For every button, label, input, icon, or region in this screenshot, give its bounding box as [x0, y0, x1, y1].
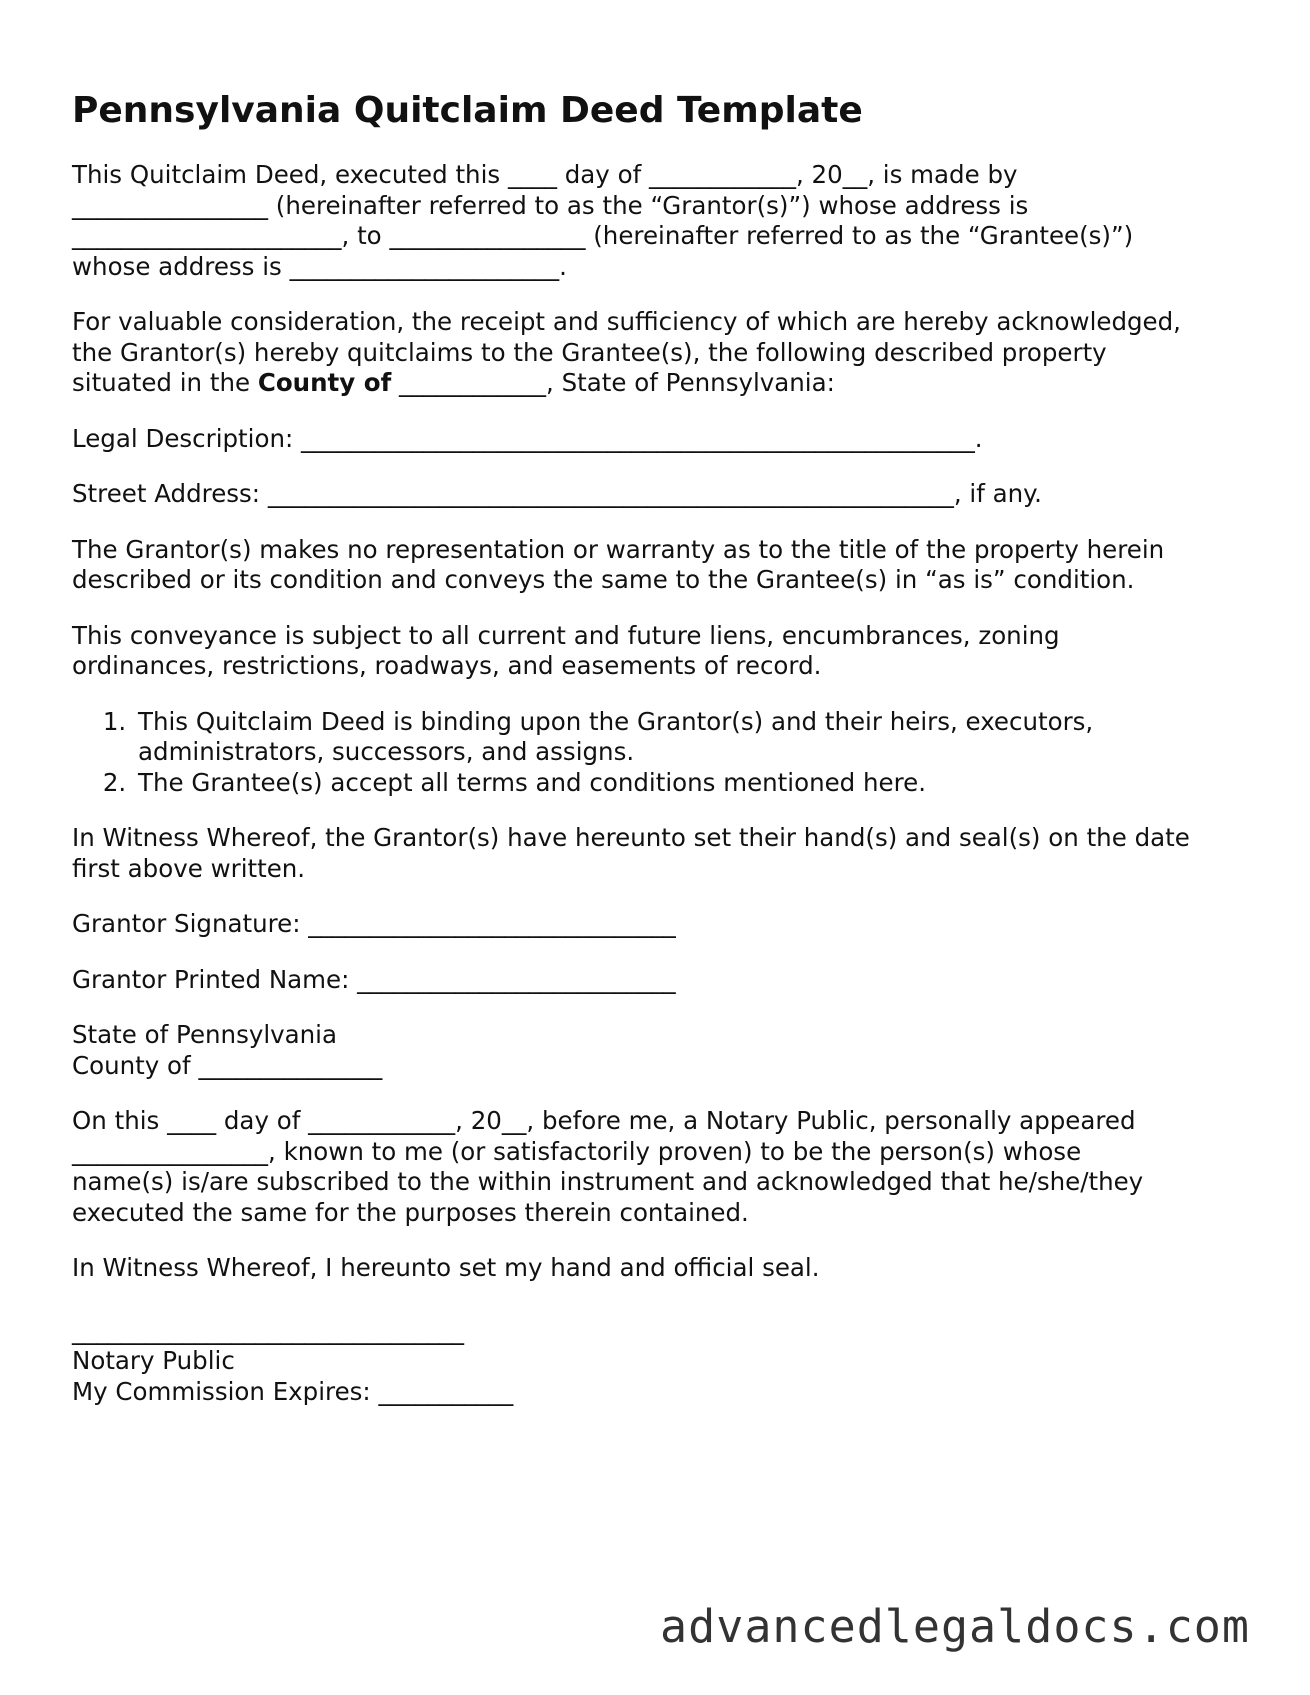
- no-warranty-line: described or its condition and conveys the same to the Grantee(s) in “as is” condition.: [72, 565, 1135, 594]
- witness-line: first above written.: [72, 853, 306, 883]
- notary-ack-line: executed the same for the purposes therein contained.: [72, 1197, 749, 1227]
- list-item-line: 1. This Quitclaim Deed is binding upon the Grantor(s) and their heirs, executors,: [138, 706, 1094, 736]
- state-county-block: [72, 1020, 1242, 1081]
- notary-ack-line: On this ____ day of ____________, 20__, before me, a Notary Public, personally appeared: [72, 1106, 1136, 1135]
- notary-ack-line: name(s) is/are subscribed to the within instrument and acknowledged that he/she/they: [72, 1167, 1144, 1196]
- notary-witness-paragraph: In Witness Whereof, I hereunto set my hand and official seal.: [72, 1253, 820, 1282]
- subject-to-line: This conveyance is subject to all current and future liens, encumbrances, zoning: [72, 620, 1060, 650]
- consideration-line: For valuable consideration, the receipt and sufficiency of which are hereby acknowledged,: [72, 307, 1181, 336]
- subject-to-line: ordinances, restrictions, roadways, and easements of record.: [72, 651, 822, 680]
- list-item-line: administrators, successors, and assigns.: [138, 737, 635, 766]
- intro-line: This Quitclaim Deed, executed this ____ day of ____________, 20__, is made by: [72, 160, 1018, 189]
- legal-description-field: Legal Description: _______________________________________________________.: [72, 423, 983, 453]
- consideration-paragraph: [72, 307, 1242, 399]
- notary-ack-line: ________________, known to me (or satisfactorily proven) to be the person(s) whose: [72, 1136, 1082, 1166]
- county-of-label: County of: [257, 368, 392, 397]
- notary-signature-block: [72, 1316, 1242, 1408]
- witness-line: In Witness Whereof, the Grantor(s) have hereunto set their hand(s) and seal(s) on the date: [72, 823, 1190, 852]
- consideration-text: ____________, State of Pennsylvania:: [391, 368, 835, 397]
- notary-public-label: Notary Public: [72, 1346, 235, 1375]
- intro-line: whose address is ______________________.: [72, 251, 567, 281]
- list-item-line: 2. The Grantee(s) accept all terms and conditions mentioned here.: [138, 767, 927, 797]
- intro-paragraph: [72, 160, 1242, 282]
- document-page: [72, 88, 1242, 1432]
- consideration-line: the Grantor(s) hereby quitclaims to the Grantee(s), the following described property: [72, 337, 1107, 367]
- notary-signature-line: ________________________________: [72, 1315, 464, 1345]
- list-item: [134, 768, 1242, 799]
- site-watermark: advancedlegaldocs.com: [660, 1600, 1250, 1653]
- consideration-text: situated in the: [72, 368, 258, 397]
- intro-line: ________________ (hereinafter referred to as the “Grantor(s)”) whose address is: [72, 190, 1029, 220]
- consideration-line: [72, 368, 1242, 399]
- witness-paragraph: [72, 823, 1242, 884]
- commission-expires-field: My Commission Expires: ___________: [72, 1376, 514, 1406]
- state-label: State of Pennsylvania: [72, 1020, 338, 1049]
- grantor-signature-field: Grantor Signature: ______________________________: [72, 909, 676, 938]
- intro-line: ______________________, to ________________ (hereinafter referred to as the “Grantee(s)”): [72, 221, 1134, 250]
- document-title: Pennsylvania Quitclaim Deed Template: [72, 90, 863, 131]
- terms-list: [72, 707, 1242, 799]
- no-warranty-paragraph: [72, 535, 1242, 596]
- street-address-field: Street Address: ________________________________________________________, if any.: [72, 479, 1042, 508]
- subject-to-paragraph: [72, 621, 1242, 682]
- notary-acknowledgment-paragraph: [72, 1106, 1242, 1228]
- no-warranty-line: The Grantor(s) makes no representation or warranty as to the title of the property herein: [72, 534, 1165, 564]
- grantor-printed-name-field: Grantor Printed Name: __________________________: [72, 964, 676, 994]
- list-item: [134, 707, 1242, 768]
- county-field: County of _______________: [72, 1050, 383, 1080]
